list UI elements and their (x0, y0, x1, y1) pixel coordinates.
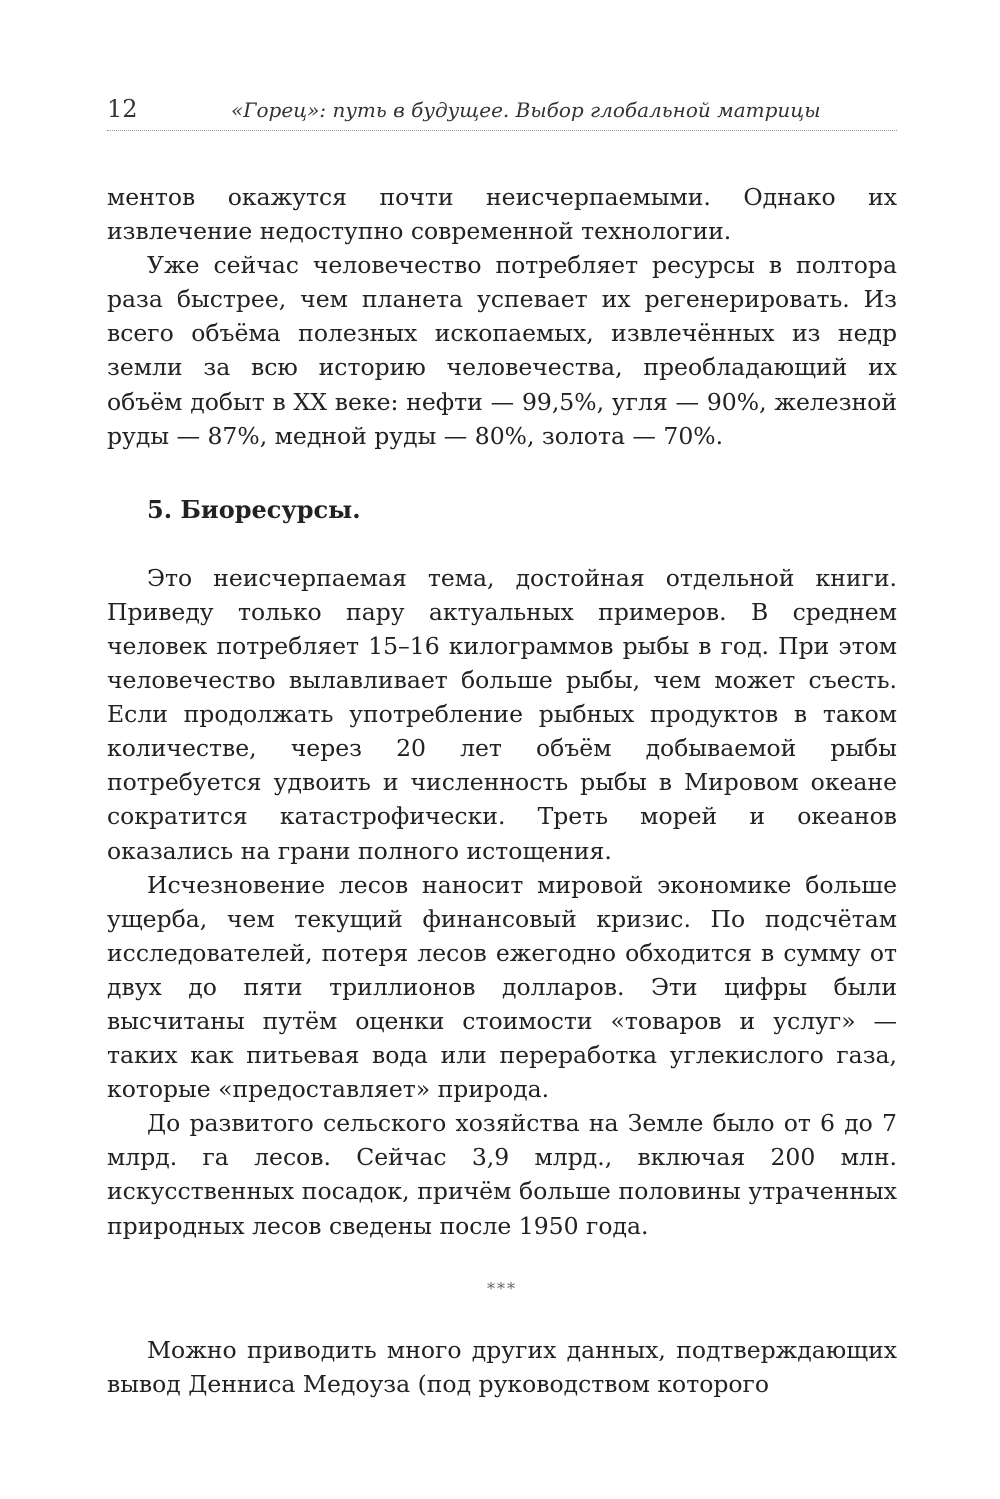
running-head-title: «Горец»: путь в будущее. Выбор глобальной матрицы (231, 98, 821, 122)
paragraph-conclusion: Можно приводить много других данных, подтверждающих вывод Денниса Медоуза (под руководством которого (107, 1335, 897, 1398)
section-heading-bioresources: 5. Биоресурсы. (147, 494, 361, 524)
section-separator: *** (487, 1278, 517, 1298)
page-body (107, 180, 897, 1401)
paragraph-resources-consumption: Уже сейчас человечество потребляет ресурсы в полтора раза быстрее, чем планета успевает их регенерировать. Из всего объёма полезных ископаемых, извлечённых из недр земли за всю историю человечества, преобладающий их объём добыт в XX веке: нефти — 99,5%, угля — 90%, железной руды — 87%, медной руды — 80%, золота — 70%. (107, 251, 897, 450)
paragraph-fish: Это неисчерпаемая тема, достойная отдельной книги. Приведу только пару актуальных примеров. В среднем человек потребляет 15–16 килограммов рыбы в год. При этом человечество вылавливает больше рыбы, чем может съесть. Если продолжать употребление рыбных продуктов в таком количестве, через 20 лет объём добываемой рыбы потребуется удвоить и численность рыбы в Мировом океане сократится катастрофически. Треть морей и океанов оказались на грани полного истощения. (107, 563, 897, 865)
page-number: 12 (107, 95, 138, 123)
running-head (107, 86, 897, 131)
paragraph-continuation: ментов окажутся почти неисчерпаемыми. Однако их извлечение недоступно современной технологии. (107, 183, 897, 246)
paragraph-forests-loss: Исчезновение лесов наносит мировой экономике больше ущерба, чем текущий финансовый кризис. По подсчётам исследователей, потеря лесов ежегодно обходится в сумму от двух до пяти триллионов долларов. Эти цифры были высчитаны путём оценки стоимости «товаров и услуг» — таких как питьевая вода или переработка углекислого газа, которые «предоставляет» природа. (107, 870, 897, 1104)
paragraph-forests-area: До развитого сельского хозяйства на Земле было от 6 до 7 млрд. га лесов. Сейчас 3,9 млрд., включая 200 млн. искусственных посадок, причём больше половины утраченных природных лесов сведены после 1950 года. (107, 1109, 897, 1240)
